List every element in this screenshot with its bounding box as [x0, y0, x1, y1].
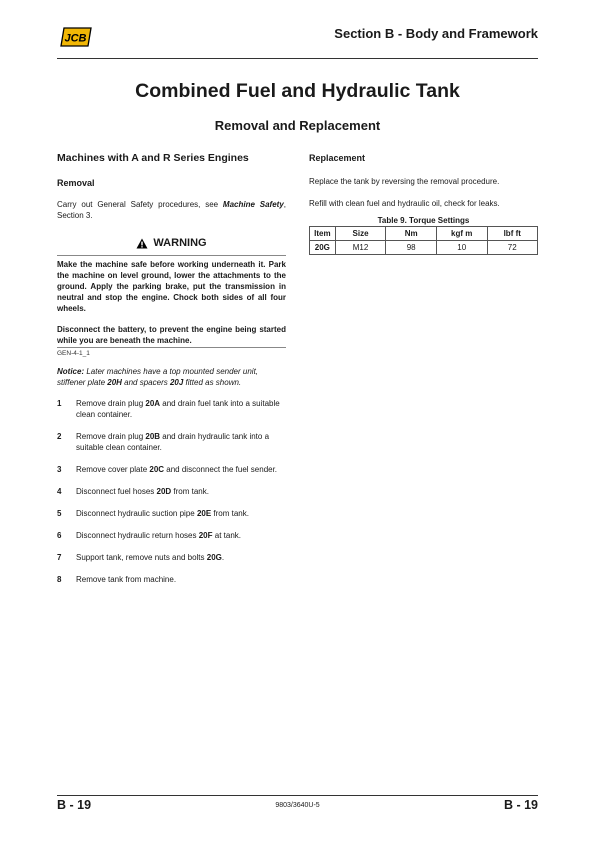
warning-box	[57, 236, 286, 358]
table-cell: 10	[436, 241, 487, 255]
warning-label: WARNING	[153, 236, 207, 249]
col-header-lbfft: lbf ft	[487, 227, 538, 241]
section-title: Section B - Body and Framework	[334, 26, 538, 41]
warning-divider-bottom	[57, 347, 286, 348]
warning-text-1: Make the machine safe before working underneath it. Park the machine on level ground, lower the attachments to the ground. Apply the parking brake, put the transmission in neutral and stop the engine. Chock both sides of all four wheels.	[57, 260, 286, 313]
step-item: 5 Disconnect hydraulic suction pipe 20E from tank.	[57, 509, 249, 518]
table-cell: M12	[335, 241, 386, 255]
step-item: 7 Support tank, remove nuts and bolts 20G.	[57, 553, 225, 562]
document-number: 9803/3640U-5	[275, 802, 320, 809]
step-item: 2 Remove drain plug 20B and drain hydraulic tank into a suitable clean container.	[57, 432, 270, 452]
replacement-text-2: Refill with clean fuel and hydraulic oil, check for leaks.	[309, 199, 500, 208]
col-header-kgfm: kgf m	[436, 227, 487, 241]
page-number-left: B - 19	[57, 798, 92, 812]
step-item: 1 Remove drain plug 20A and drain fuel tank into a suitable clean container.	[57, 399, 280, 419]
col-header-nm: Nm	[386, 227, 437, 241]
replacement-heading: Replacement	[309, 153, 366, 163]
left-column	[57, 152, 286, 585]
replacement-text-1: Replace the tank by reversing the removal procedure.	[309, 177, 500, 186]
page-title: Combined Fuel and Hydraulic Tank	[135, 80, 460, 102]
table-cell: 72	[487, 241, 538, 255]
jcb-logo	[60, 26, 92, 48]
torque-table	[309, 226, 538, 255]
step-item: 3 Remove cover plate 20C and disconnect the fuel sender.	[57, 465, 278, 474]
page-number-right: B - 19	[503, 798, 538, 812]
notice: Notice: Later machines have a top mounted sender unit, stiffener plate 20H and spacers 20J fitted as shown.	[57, 367, 259, 387]
machine-safety-link[interactable]: Machine Safety	[222, 200, 284, 209]
page-subtitle: Removal and Replacement	[214, 118, 381, 133]
safety-intro: Carry out General Safety procedures, see Machine Safety, Section 3.	[57, 200, 287, 220]
table-cell: 98	[386, 241, 437, 255]
removal-heading: Removal	[57, 178, 95, 188]
table-row	[310, 241, 538, 255]
warning-text-2: Disconnect the battery, to prevent the engine being started while you are beneath the machine.	[57, 325, 286, 345]
right-column	[309, 152, 538, 255]
step-item: 4 Disconnect fuel hoses 20D from tank.	[57, 487, 209, 496]
footer-divider	[57, 795, 538, 796]
warning-header	[57, 236, 286, 250]
warning-divider	[57, 255, 286, 256]
warning-triangle-icon	[136, 238, 148, 249]
warning-code: GEN-4-1_1	[57, 350, 90, 357]
col-header-size: Size	[335, 227, 386, 241]
logo-text: JCB	[64, 32, 87, 45]
notice-label: Notice:	[57, 367, 85, 376]
col-header-item: Item	[310, 227, 336, 241]
table-caption: Table 9. Torque Settings	[377, 216, 470, 225]
table-cell: 20G	[310, 241, 336, 255]
engine-series-heading: Machines with A and R Series Engines	[57, 152, 249, 164]
removal-steps	[57, 398, 286, 585]
table-header-row	[310, 227, 538, 241]
step-item: 8 Remove tank from machine.	[57, 575, 177, 584]
header-divider	[57, 58, 538, 59]
step-item: 6 Disconnect hydraulic return hoses 20F at tank.	[57, 531, 241, 540]
